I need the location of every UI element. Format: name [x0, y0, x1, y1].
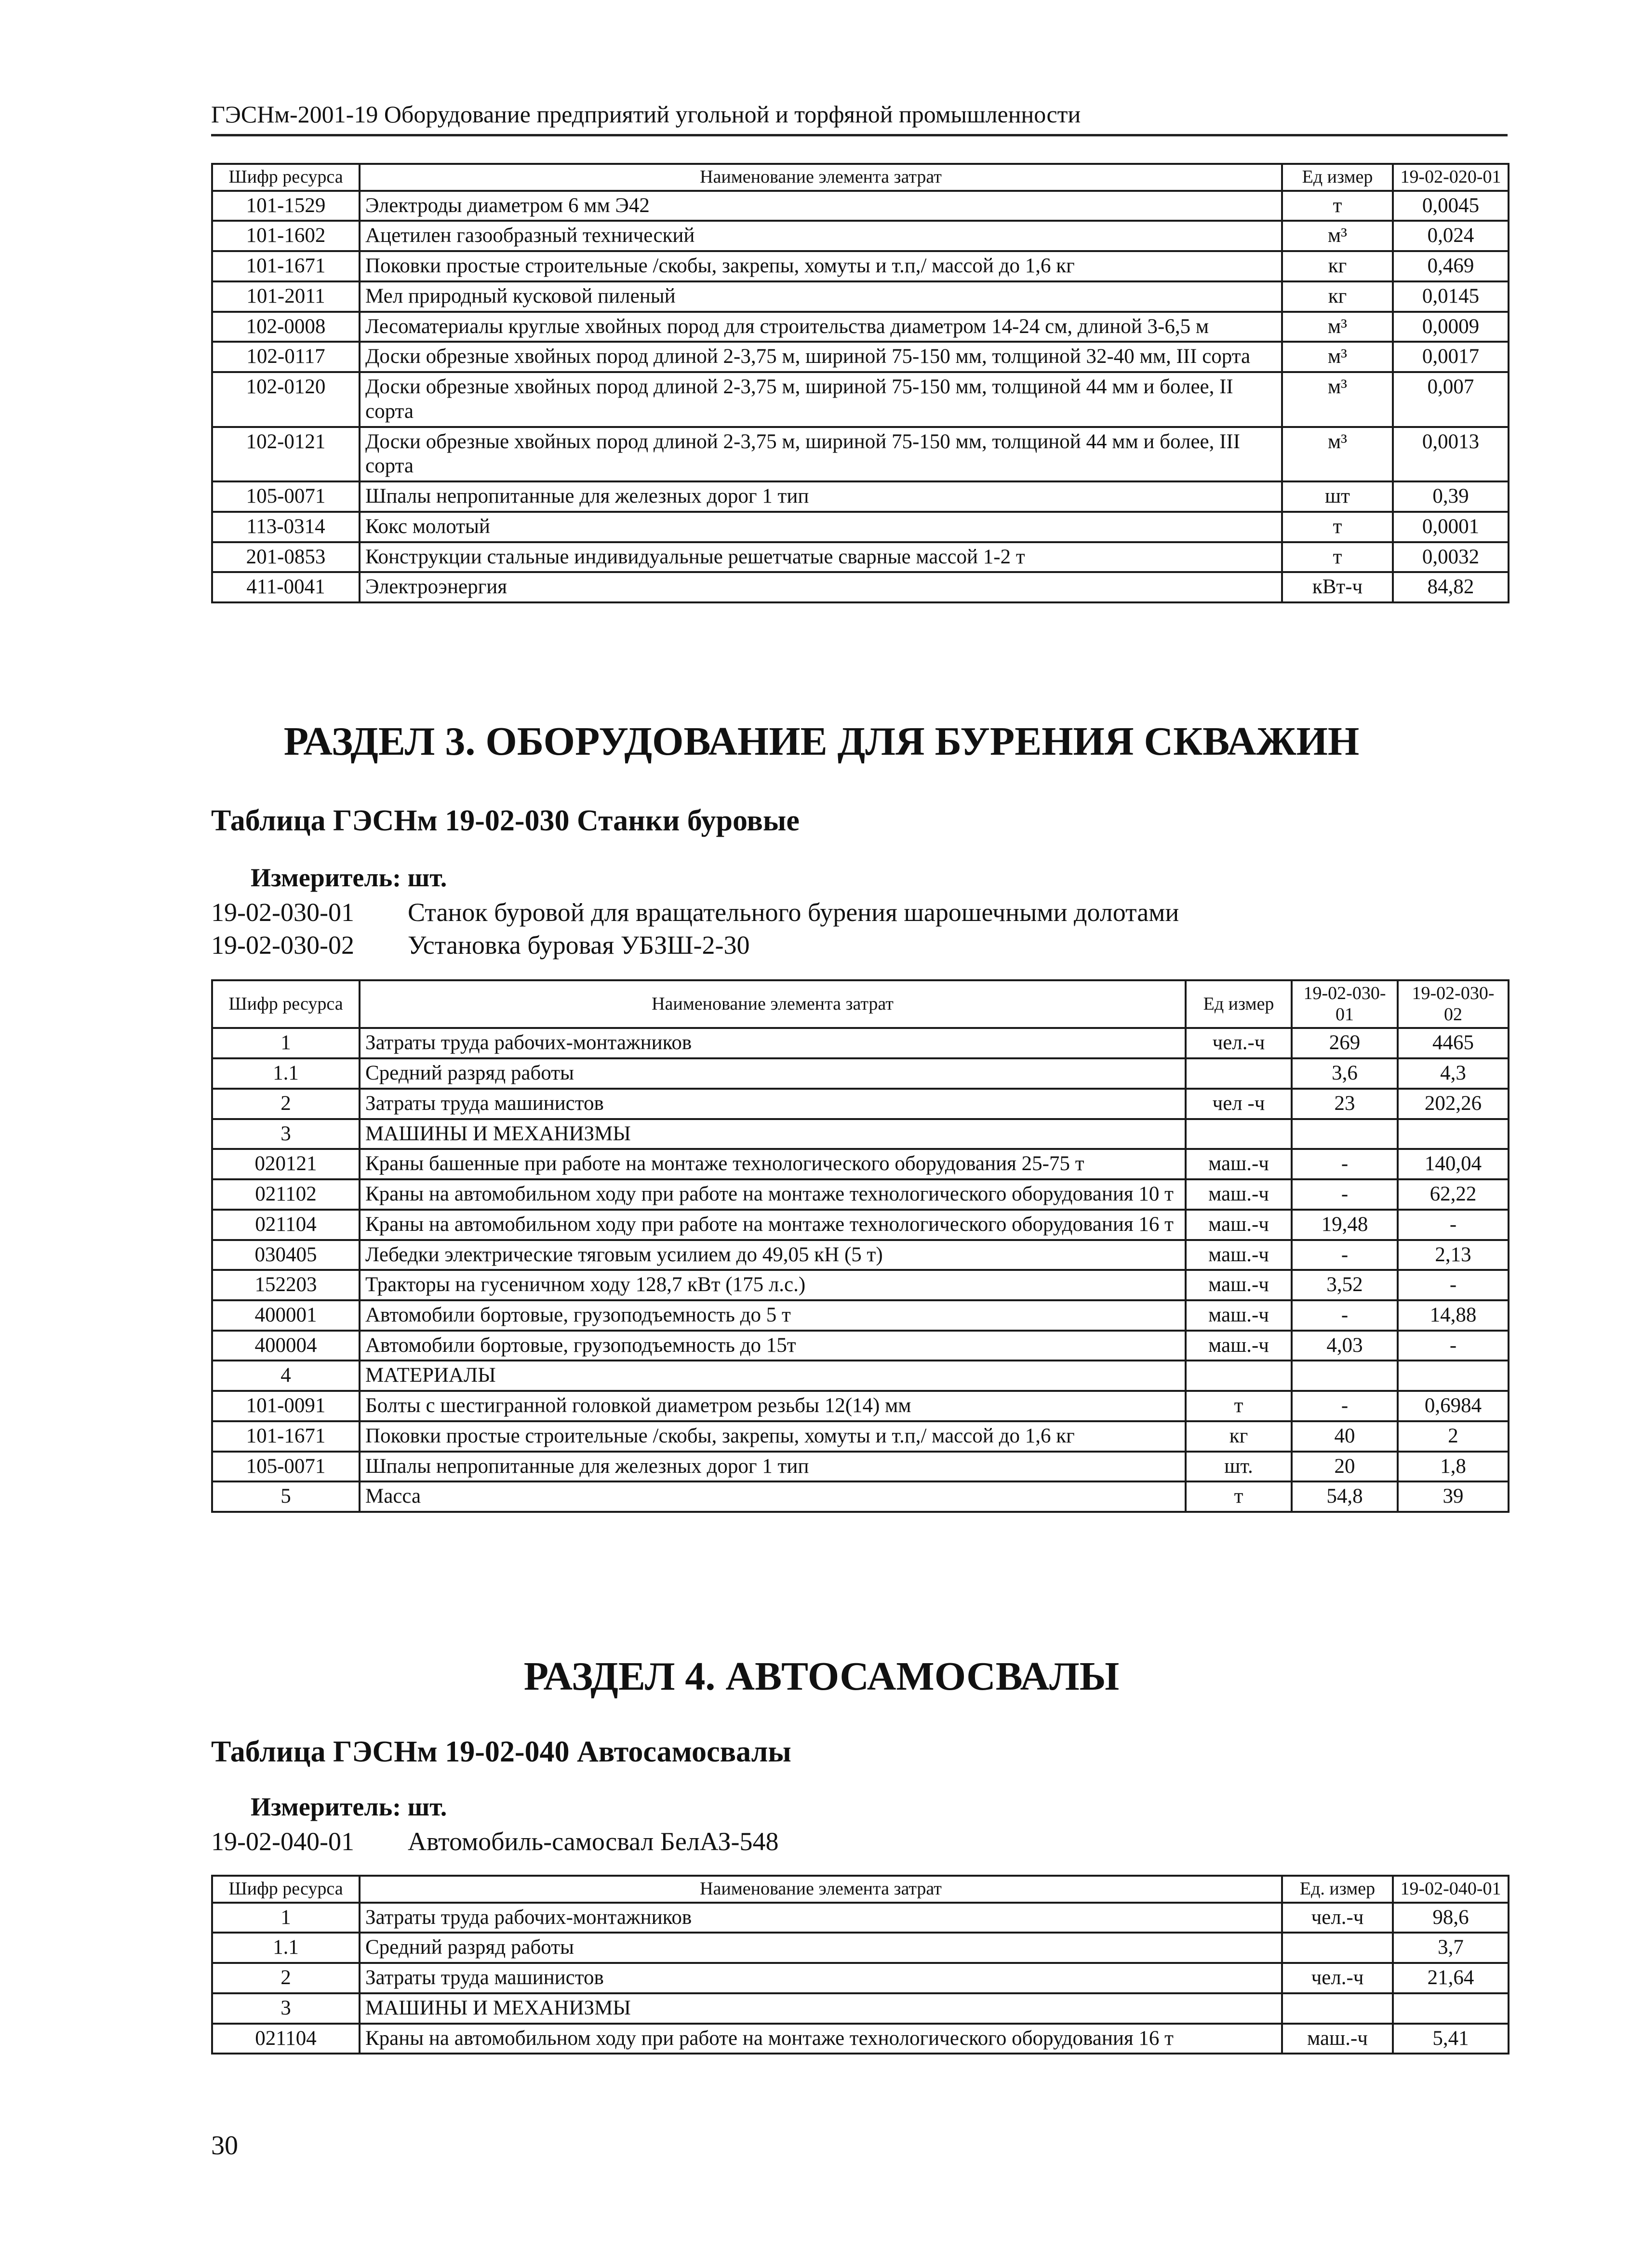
table-row — [212, 342, 1509, 372]
cost-element-cell: Краны на автомобильном ходу при работе на монтаже технологического оборудования 16 т — [360, 2024, 1282, 2054]
cost-element-cell: МАТЕРИАЛЫ — [360, 1361, 1186, 1391]
resource-code-cell: 102-0117 — [212, 342, 360, 372]
resource-code-cell: 400004 — [212, 1331, 360, 1361]
resource-code-cell: 030405 — [212, 1240, 360, 1270]
norm-value-cell-1: 0,007 — [1393, 372, 1509, 427]
table-header-row — [212, 980, 1509, 1028]
resource-code-cell: 101-1671 — [212, 251, 360, 281]
cost-element-cell: Автомобили бортовые, грузоподъемность до 15т — [360, 1331, 1186, 1361]
resource-code-cell: 020121 — [212, 1149, 360, 1179]
cost-element-cell: Затраты труда рабочих-монтажников — [360, 1028, 1186, 1058]
table-row — [212, 221, 1509, 251]
table-row — [212, 1119, 1509, 1149]
cost-element-cell: Доски обрезные хвойных пород длиной 2-3,75 м, шириной 75-150 мм, толщиной 44 мм и более, II сорта — [360, 372, 1282, 427]
unit-cell: чел.-ч — [1186, 1028, 1292, 1058]
table-row — [212, 251, 1509, 281]
table-row — [212, 1028, 1509, 1058]
cost-element-cell: Средний разряд работы — [360, 1933, 1282, 1963]
resource-code-cell: 021104 — [212, 2024, 360, 2054]
table-row — [212, 1452, 1509, 1482]
unit-cell: т — [1186, 1391, 1292, 1421]
norm-value-cell-1: 0,0145 — [1393, 281, 1509, 312]
unit-cell — [1186, 1361, 1292, 1391]
item-code: 19-02-030-01 — [211, 898, 354, 927]
resource-code-cell: 1.1 — [212, 1933, 360, 1963]
table-row — [212, 191, 1509, 221]
norm-value-cell-1: 0,0013 — [1393, 427, 1509, 481]
norm-value-cell-1: 4,03 — [1292, 1331, 1398, 1361]
norm-value-cell-1: - — [1292, 1391, 1398, 1421]
unit-cell: маш.-ч — [1186, 1240, 1292, 1270]
item-code: 19-02-040-01 — [211, 1827, 354, 1856]
norm-value-cell-1: 0,024 — [1393, 221, 1509, 251]
norm-value-cell-1: 54,8 — [1292, 1481, 1398, 1512]
table-row — [212, 1933, 1509, 1963]
unit-cell — [1282, 1933, 1393, 1963]
norm-value-cell-1 — [1292, 1361, 1398, 1391]
resource-code-cell: 101-1671 — [212, 1421, 360, 1452]
resource-code-cell: 101-0091 — [212, 1391, 360, 1421]
header-cost-element: Наименование элемента затрат — [360, 164, 1282, 191]
table-row — [212, 372, 1509, 427]
norm-value-cell-1: 21,64 — [1393, 1963, 1509, 1993]
cost-element-cell: Масса — [360, 1481, 1186, 1512]
table-row — [212, 542, 1509, 573]
norm-value-cell-2: 140,04 — [1398, 1149, 1509, 1179]
norm-value-cell-1: 5,41 — [1393, 2024, 1509, 2054]
unit-cell: шт. — [1186, 1452, 1292, 1482]
resource-code-cell: 101-1529 — [212, 191, 360, 221]
unit-cell — [1186, 1119, 1292, 1149]
table-title-19-02-040: Таблица ГЭСНм 19-02-040 Автосамосвалы — [211, 1735, 791, 1768]
unit-cell: кг — [1186, 1421, 1292, 1452]
table-row — [212, 1270, 1509, 1300]
cost-element-cell: Доски обрезные хвойных пород длиной 2-3,75 м, шириной 75-150 мм, толщиной 44 мм и более, III сорта — [360, 427, 1282, 481]
cost-element-cell: МАШИНЫ И МЕХАНИЗМЫ — [360, 1119, 1186, 1149]
norm-value-cell-1: 40 — [1292, 1421, 1398, 1452]
header-cost-element: Наименование элемента затрат — [360, 1876, 1282, 1903]
norm-value-cell-2: 4465 — [1398, 1028, 1509, 1058]
norm-value-cell-2: 39 — [1398, 1481, 1509, 1512]
table-row — [212, 1089, 1509, 1119]
norm-value-cell-1: 3,6 — [1292, 1058, 1398, 1089]
unit-cell: маш.-ч — [1186, 1179, 1292, 1210]
section-3-title: РАЗДЕЛ 3. ОБОРУДОВАНИЕ ДЛЯ БУРЕНИЯ СКВАЖИН — [283, 719, 1360, 764]
unit-cell: маш.-ч — [1186, 1210, 1292, 1240]
norm-value-cell-1 — [1393, 1993, 1509, 2024]
unit-cell: м³ — [1282, 372, 1393, 427]
norm-value-cell-1: 0,0009 — [1393, 312, 1509, 342]
norm-value-cell-1: 84,82 — [1393, 572, 1509, 602]
cost-element-cell: Поковки простые строительные /скобы, закрепы, хомуты и т.п,/ массой до 1,6 кг — [360, 1421, 1186, 1452]
item-name: Установка буровая УБЗШ-2-30 — [408, 931, 750, 960]
table-row — [212, 427, 1509, 481]
page-number: 30 — [211, 2131, 238, 2161]
cost-element-cell: Лебедки электрические тяговым усилием до 49,05 кН (5 т) — [360, 1240, 1186, 1270]
norm-value-cell-2 — [1398, 1119, 1509, 1149]
table-header-row — [212, 1876, 1509, 1903]
resource-code-cell: 2 — [212, 1089, 360, 1119]
unit-cell: м³ — [1282, 312, 1393, 342]
norm-value-cell-1: 0,0001 — [1393, 512, 1509, 542]
norm-value-cell-1 — [1292, 1119, 1398, 1149]
table-row — [212, 1993, 1509, 2024]
norm-value-cell-2: - — [1398, 1270, 1509, 1300]
norm-value-cell-2: 4,3 — [1398, 1058, 1509, 1089]
unit-cell — [1282, 1993, 1393, 2024]
table-row — [212, 1481, 1509, 1512]
resource-code-cell: 411-0041 — [212, 572, 360, 602]
table-row — [212, 481, 1509, 512]
norm-value-cell-1: - — [1292, 1149, 1398, 1179]
table-row — [212, 312, 1509, 342]
header-norm-19-02-040-01: 19-02-040-01 — [1393, 1876, 1509, 1903]
table-row — [212, 1210, 1509, 1240]
unit-cell: т — [1282, 512, 1393, 542]
table-row — [212, 2024, 1509, 2054]
resource-table-19-02-030 — [211, 979, 1509, 1513]
norm-value-cell-1: 20 — [1292, 1452, 1398, 1482]
resource-code-cell: 101-2011 — [212, 281, 360, 312]
cost-element-cell: Краны на автомобильном ходу при работе на монтаже технологического оборудования 10 т — [360, 1179, 1186, 1210]
header-norm-19-02-030-01: 19-02-030-01 — [1292, 980, 1398, 1028]
header-resource-code: Шифр ресурса — [212, 1876, 360, 1903]
cost-element-cell: Доски обрезные хвойных пород длиной 2-3,75 м, шириной 75-150 мм, толщиной 32-40 мм, III сорта — [360, 342, 1282, 372]
cost-element-cell: Электроды диаметром 6 мм Э42 — [360, 191, 1282, 221]
table-row — [212, 1903, 1509, 1933]
cost-element-cell: Затраты труда машинистов — [360, 1963, 1282, 1993]
norm-value-cell-1: 269 — [1292, 1028, 1398, 1058]
unit-cell: маш.-ч — [1186, 1331, 1292, 1361]
unit-cell: шт — [1282, 481, 1393, 512]
cost-element-cell: Затраты труда рабочих-монтажников — [360, 1903, 1282, 1933]
norm-value-cell-1: - — [1292, 1240, 1398, 1270]
resource-code-cell: 021104 — [212, 1210, 360, 1240]
cost-element-cell: Затраты труда машинистов — [360, 1089, 1186, 1119]
unit-cell: маш.-ч — [1282, 2024, 1393, 2054]
norm-value-cell-1: 0,0045 — [1393, 191, 1509, 221]
resource-code-cell: 102-0120 — [212, 372, 360, 427]
item-name: Автомобиль-самосвал БелАЗ-548 — [408, 1827, 779, 1856]
unit-cell: чел.-ч — [1282, 1903, 1393, 1933]
resource-code-cell: 3 — [212, 1993, 360, 2024]
header-norm-19-02-030-02: 19-02-030-02 — [1398, 980, 1509, 1028]
resource-code-cell: 3 — [212, 1119, 360, 1149]
cost-element-cell: Шпалы непропитанные для железных дорог 1 тип — [360, 1452, 1186, 1482]
norm-value-cell-1: 98,6 — [1393, 1903, 1509, 1933]
unit-cell: т — [1282, 191, 1393, 221]
resource-code-cell: 5 — [212, 1481, 360, 1512]
table-title-19-02-030: Таблица ГЭСНм 19-02-030 Станки буровые — [211, 804, 800, 837]
cost-element-cell: Конструкции стальные индивидуальные решетчатые сварные массой 1-2 т — [360, 542, 1282, 573]
header-cost-element: Наименование элемента затрат — [360, 980, 1186, 1028]
norm-value-cell-1: - — [1292, 1300, 1398, 1331]
resource-code-cell: 4 — [212, 1361, 360, 1391]
cost-element-cell: Шпалы непропитанные для железных дорог 1 тип — [360, 481, 1282, 512]
unit-cell: маш.-ч — [1186, 1300, 1292, 1331]
table-row — [212, 512, 1509, 542]
cost-element-cell: МАШИНЫ И МЕХАНИЗМЫ — [360, 1993, 1282, 2024]
unit-cell: т — [1186, 1481, 1292, 1512]
table-row — [212, 1179, 1509, 1210]
table-row — [212, 1963, 1509, 1993]
cost-element-cell: Кокс молотый — [360, 512, 1282, 542]
norm-value-cell-1: 19,48 — [1292, 1210, 1398, 1240]
table-header-row — [212, 164, 1509, 191]
resource-code-cell: 105-0071 — [212, 481, 360, 512]
resource-code-cell: 021102 — [212, 1179, 360, 1210]
norm-value-cell-2: 2,13 — [1398, 1240, 1509, 1270]
resource-code-cell: 102-0008 — [212, 312, 360, 342]
resource-code-cell: 1.1 — [212, 1058, 360, 1089]
item-name: Станок буровой для вращательного бурения шарошечными долотами — [408, 898, 1179, 927]
table-row — [212, 572, 1509, 602]
resource-code-cell: 1 — [212, 1903, 360, 1933]
header-norm-19-02-020-01: 19-02-020-01 — [1393, 164, 1509, 191]
resource-code-cell: 101-1602 — [212, 221, 360, 251]
resource-code-cell: 400001 — [212, 1300, 360, 1331]
resource-code-cell: 105-0071 — [212, 1452, 360, 1482]
norm-value-cell-2 — [1398, 1361, 1509, 1391]
norm-value-cell-2: 0,6984 — [1398, 1391, 1509, 1421]
norm-value-cell-1: 0,0032 — [1393, 542, 1509, 573]
header-resource-code: Шифр ресурса — [212, 980, 360, 1028]
meter-label: Измеритель: шт. — [251, 1792, 447, 1821]
unit-cell: м³ — [1282, 221, 1393, 251]
cost-element-cell: Поковки простые строительные /скобы, закрепы, хомуты и т.п,/ массой до 1,6 кг — [360, 251, 1282, 281]
resource-code-cell: 2 — [212, 1963, 360, 1993]
unit-cell: кг — [1282, 281, 1393, 312]
table-row — [212, 1391, 1509, 1421]
unit-cell: кВт-ч — [1282, 572, 1393, 602]
table-row — [212, 281, 1509, 312]
item-code: 19-02-030-02 — [211, 931, 354, 960]
cost-element-cell: Болты с шестигранной головкой диаметром резьбы 12(14) мм — [360, 1391, 1186, 1421]
cost-element-cell: Тракторы на гусеничном ходу 128,7 кВт (175 л.с.) — [360, 1270, 1186, 1300]
unit-cell: маш.-ч — [1186, 1270, 1292, 1300]
norm-value-cell-1: 23 — [1292, 1089, 1398, 1119]
unit-cell: чел.-ч — [1282, 1963, 1393, 1993]
cost-element-cell: Средний разряд работы — [360, 1058, 1186, 1089]
norm-value-cell-2: - — [1398, 1331, 1509, 1361]
norm-value-cell-2: 1,8 — [1398, 1452, 1509, 1482]
header-unit: Ед измер — [1186, 980, 1292, 1028]
cost-element-cell: Краны на автомобильном ходу при работе на монтаже технологического оборудования 16 т — [360, 1210, 1186, 1240]
unit-cell: м³ — [1282, 427, 1393, 481]
cost-element-cell: Мел природный кусковой пиленый — [360, 281, 1282, 312]
table-row — [212, 1421, 1509, 1452]
table-row — [212, 1361, 1509, 1391]
norm-value-cell-2: - — [1398, 1210, 1509, 1240]
table-row — [212, 1058, 1509, 1089]
cost-element-cell: Ацетилен газообразный технический — [360, 221, 1282, 251]
unit-cell — [1186, 1058, 1292, 1089]
norm-value-cell-1: 3,52 — [1292, 1270, 1398, 1300]
norm-value-cell-1: 0,0017 — [1393, 342, 1509, 372]
cost-element-cell: Лесоматериалы круглые хвойных пород для строительства диаметром 14-24 см, длиной 3-6,5 м — [360, 312, 1282, 342]
table-row — [212, 1149, 1509, 1179]
table-row — [212, 1300, 1509, 1331]
table-row — [212, 1240, 1509, 1270]
norm-value-cell-2: 2 — [1398, 1421, 1509, 1452]
norm-value-cell-1: 0,469 — [1393, 251, 1509, 281]
resource-code-cell: 102-0121 — [212, 427, 360, 481]
norm-value-cell-1: - — [1292, 1179, 1398, 1210]
resource-table-19-02-020 — [211, 163, 1509, 603]
unit-cell: кг — [1282, 251, 1393, 281]
norm-value-cell-2: 62,22 — [1398, 1179, 1509, 1210]
cost-element-cell: Автомобили бортовые, грузоподъемность до 5 т — [360, 1300, 1186, 1331]
unit-cell: т — [1282, 542, 1393, 573]
resource-code-cell: 152203 — [212, 1270, 360, 1300]
unit-cell: маш.-ч — [1186, 1149, 1292, 1179]
norm-value-cell-1: 3,7 — [1393, 1933, 1509, 1963]
header-unit: Ед измер — [1282, 164, 1393, 191]
norm-value-cell-2: 14,88 — [1398, 1300, 1509, 1331]
meter-label: Измеритель: шт. — [251, 863, 447, 892]
resource-code-cell: 1 — [212, 1028, 360, 1058]
header-resource-code: Шифр ресурса — [212, 164, 360, 191]
section-4-title: РАЗДЕЛ 4. АВТОСАМОСВАЛЫ — [523, 1654, 1120, 1699]
norm-value-cell-2: 202,26 — [1398, 1089, 1509, 1119]
cost-element-cell: Краны башенные при работе на монтаже технологического оборудования 25-75 т — [360, 1149, 1186, 1179]
resource-code-cell: 201-0853 — [212, 542, 360, 573]
unit-cell: м³ — [1282, 342, 1393, 372]
cost-element-cell: Электроэнергия — [360, 572, 1282, 602]
table-row — [212, 1331, 1509, 1361]
resource-table-19-02-040 — [211, 1875, 1509, 2055]
resource-code-cell: 113-0314 — [212, 512, 360, 542]
header-unit: Ед. измер — [1282, 1876, 1393, 1903]
unit-cell: чел -ч — [1186, 1089, 1292, 1119]
norm-value-cell-1: 0,39 — [1393, 481, 1509, 512]
running-header: ГЭСНм-2001-19 Оборудование предприятий угольной и торфяной промышленности — [211, 100, 1508, 136]
